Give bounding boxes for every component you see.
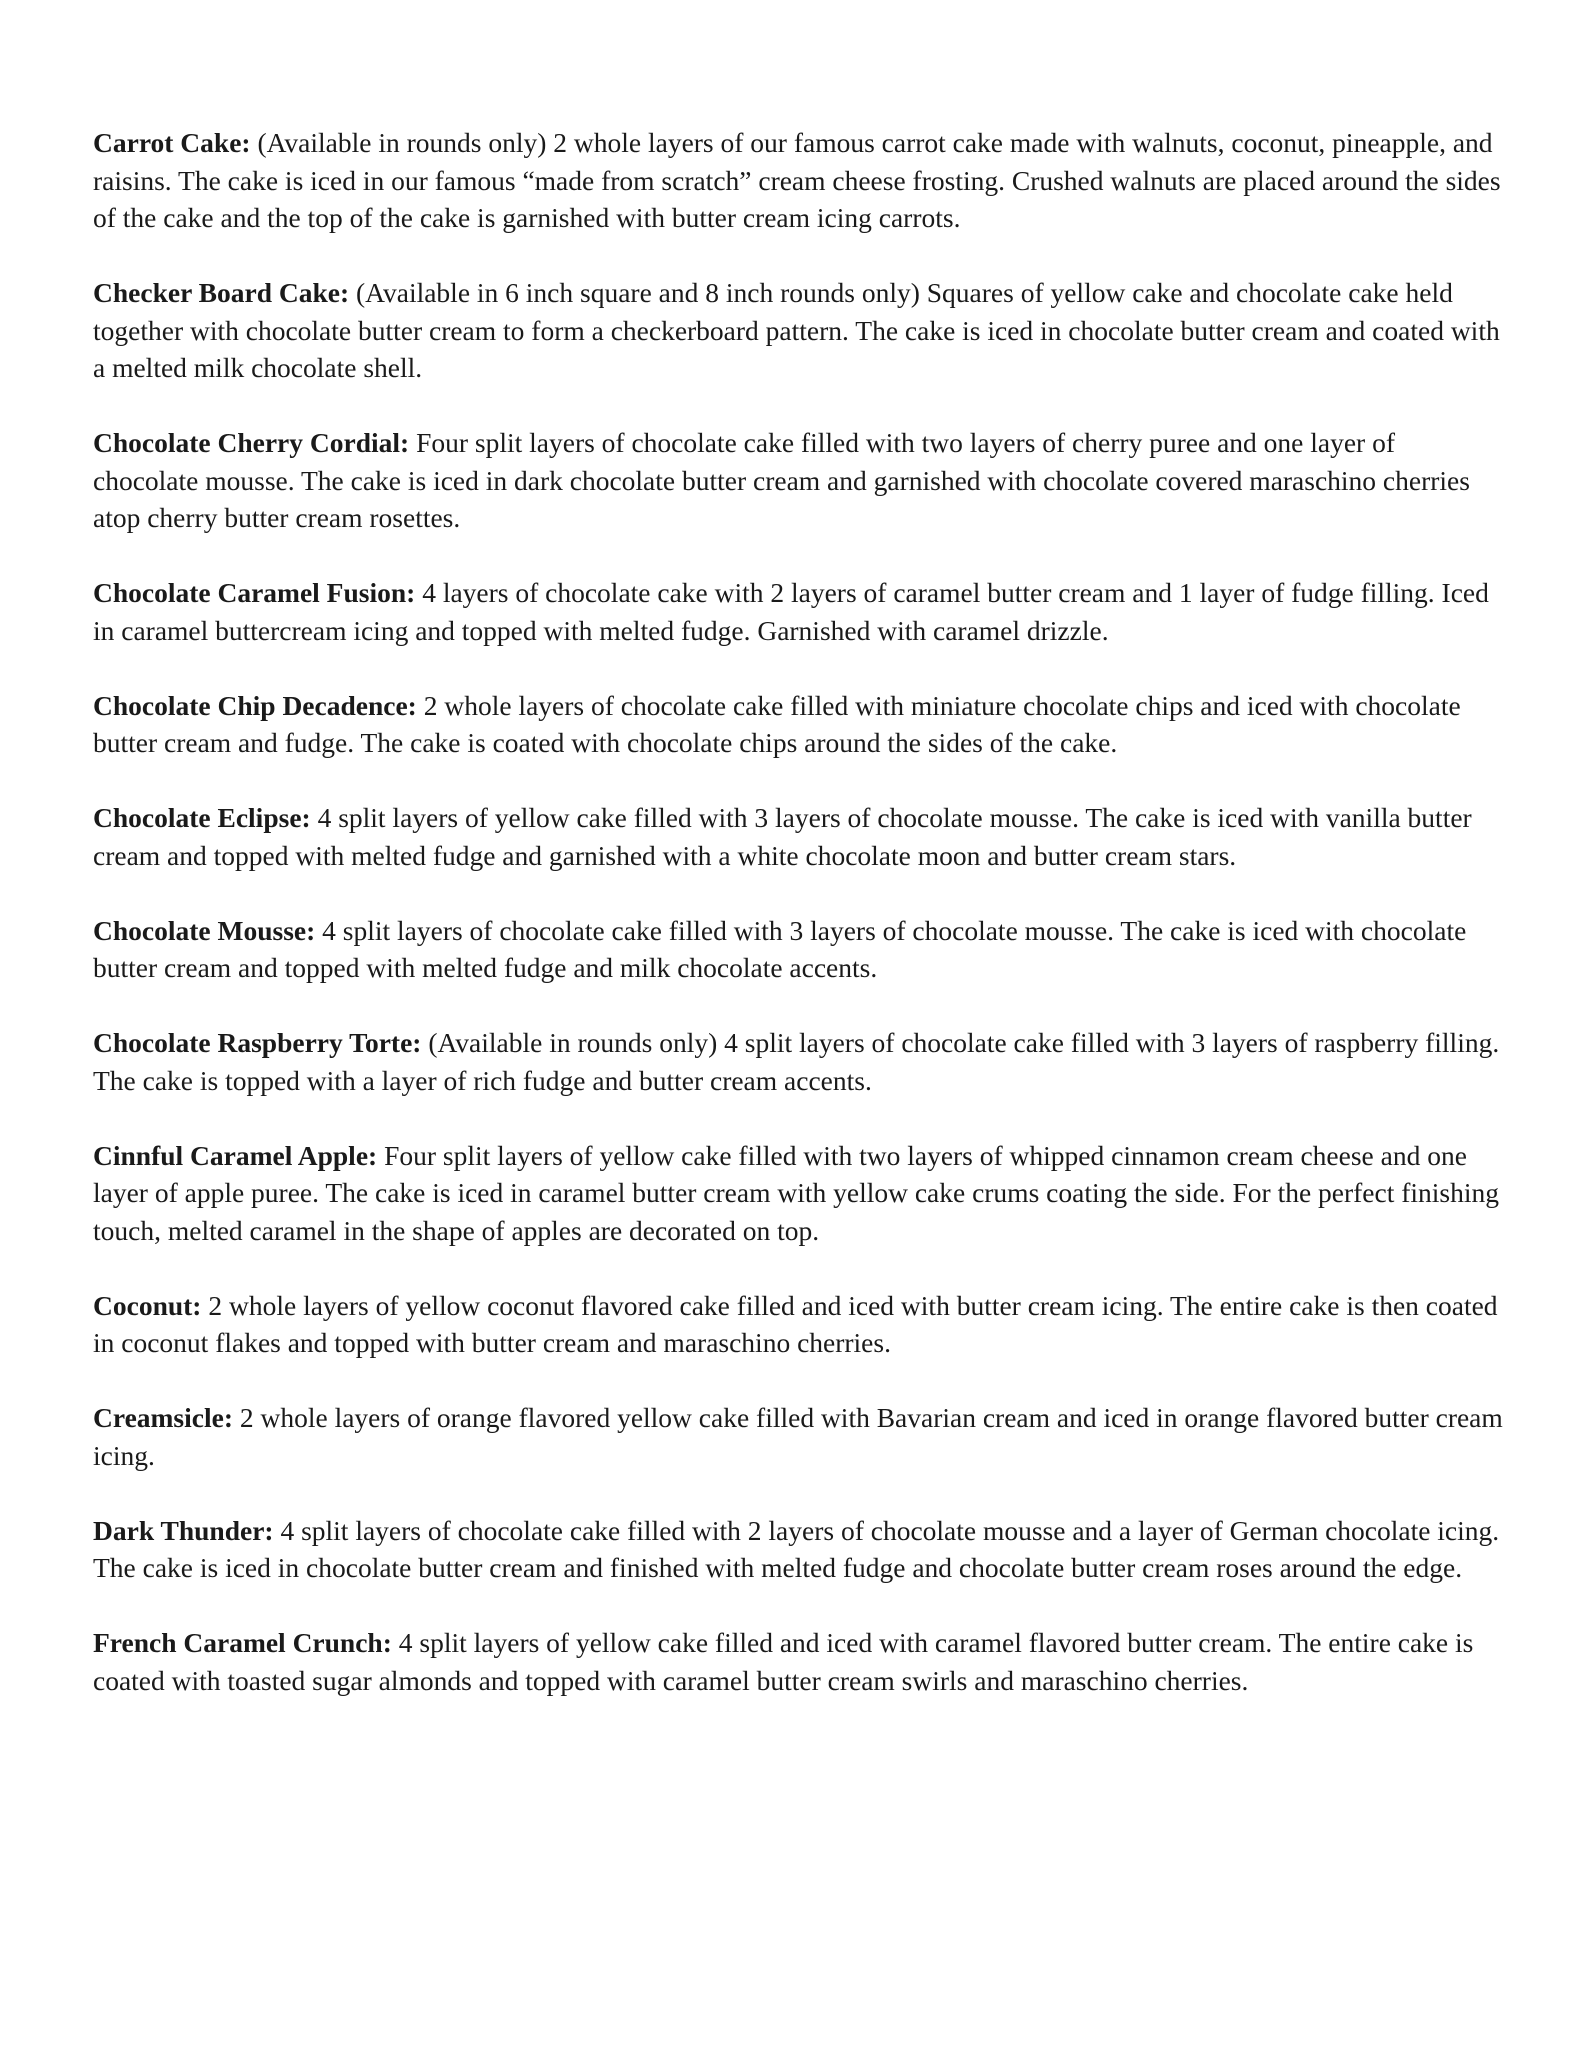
entry-chocolate-chip-decadence (93, 687, 1503, 762)
entry-french-caramel-crunch (93, 1624, 1503, 1699)
entry-description: (Available in rounds only) 4 split layers of chocolate cake filled with 3 layers of raspberry filling. The cake is topped with a layer of rich fudge and butter cream accents. (93, 1027, 1500, 1096)
entry-chocolate-eclipse (93, 799, 1503, 874)
entry-description: 2 whole layers of orange flavored yellow cake filled with Bavarian cream and iced in orange flavored butter cream icing. (93, 1402, 1503, 1471)
entry-name: Chocolate Raspberry Torte: (93, 1027, 422, 1058)
entry-chocolate-raspberry-torte (93, 1024, 1503, 1099)
entry-name: Cinnful Caramel Apple: (93, 1139, 378, 1171)
entry-chocolate-caramel-fusion (93, 574, 1503, 649)
entry-description: 2 whole layers of chocolate cake filled with miniature chocolate chips and iced with chocolate butter cream and fudge. The cake is coated with chocolate chips around the sides of the cake. (93, 689, 1461, 758)
entry-cinnful-caramel-apple (93, 1137, 1503, 1250)
entry-carrot-cake (93, 124, 1503, 237)
entry-description: 4 split layers of yellow cake filled and iced with caramel flavored butter cream. The entire cake is coated with toasted sugar almonds and topped with caramel butter cream swirls and maraschino cherries. (93, 1627, 1474, 1696)
entry-name: Chocolate Chip Decadence: (93, 689, 417, 721)
entry-name: Chocolate Caramel Fusion: (93, 577, 416, 608)
entry-creamsicle (93, 1399, 1503, 1474)
entry-name: Creamsicle: (93, 1402, 233, 1433)
entry-name: Chocolate Cherry Cordial: (93, 427, 410, 458)
entry-name: Checker Board Cake: (93, 277, 350, 308)
entry-description: (Available in rounds only) 2 whole layers of our famous carrot cake made with walnuts, coconut, pineapple, and raisins. The cake is iced in our famous “made from scratch” cream cheese frosting. Crushed walnuts are placed around the sides of the cake and the top of the cake is garnished with butter cream icing carrots. (93, 127, 1501, 233)
entry-chocolate-mousse (93, 912, 1503, 987)
entry-description: 4 split layers of chocolate cake filled with 2 layers of chocolate mousse and a layer of German chocolate icing. The cake is iced in chocolate butter cream and finished with melted fudge and chocolate butter cream roses around the edge. (93, 1514, 1500, 1583)
entry-chocolate-cherry-cordial (93, 424, 1503, 537)
entry-description: (Available in 6 inch square and 8 inch rounds only) Squares of yellow cake and chocolate cake held together with chocolate butter cream to form a checkerboard pattern. The cake is iced in chocolate butter cream and coated with a melted milk chocolate shell. (93, 277, 1500, 383)
entry-description: Four split layers of yellow cake filled with two layers of whipped cinnamon cream cheese and one layer of apple puree. The cake is iced in caramel butter cream with yellow cake crums coating the side. For the perfect finishing touch, melted caramel in the shape of apples are decorated on top. (93, 1139, 1500, 1246)
entry-description: 4 layers of chocolate cake with 2 layers of caramel butter cream and 1 layer of fudge filling. Iced in caramel buttercream icing and topped with melted fudge. Garnished with caramel drizzle. (93, 577, 1489, 646)
document-page (93, 124, 1503, 1737)
entry-checker-board-cake (93, 274, 1503, 387)
entry-name: Chocolate Mousse: (93, 914, 316, 946)
entry-description: 2 whole layers of yellow coconut flavored cake filled and iced with butter cream icing. The entire cake is then coated in coconut flakes and topped with butter cream and maraschino cherries. (93, 1289, 1498, 1358)
entry-description: Four split layers of chocolate cake filled with two layers of cherry puree and one layer of chocolate mousse. The cake is iced in dark chocolate butter cream and garnished with chocolate covered maraschino cherries atop cherry butter cream rosettes. (93, 427, 1470, 533)
entry-dark-thunder (93, 1512, 1503, 1587)
entry-name: French Caramel Crunch: (93, 1627, 392, 1658)
entry-description: 4 split layers of yellow cake filled with 3 layers of chocolate mousse. The cake is iced with vanilla butter cream and topped with melted fudge and garnished with a white chocolate moon and butter cream stars. (93, 802, 1472, 871)
entry-name: Carrot Cake: (93, 127, 251, 158)
entry-name: Chocolate Eclipse: (93, 802, 311, 833)
entry-name: Dark Thunder: (93, 1514, 274, 1546)
entry-description: 4 split layers of chocolate cake filled with 3 layers of chocolate mousse. The cake is iced with chocolate butter cream and topped with melted fudge and milk chocolate accents. (93, 914, 1467, 983)
entry-name: Coconut: (93, 1289, 202, 1321)
entry-coconut (93, 1287, 1503, 1362)
